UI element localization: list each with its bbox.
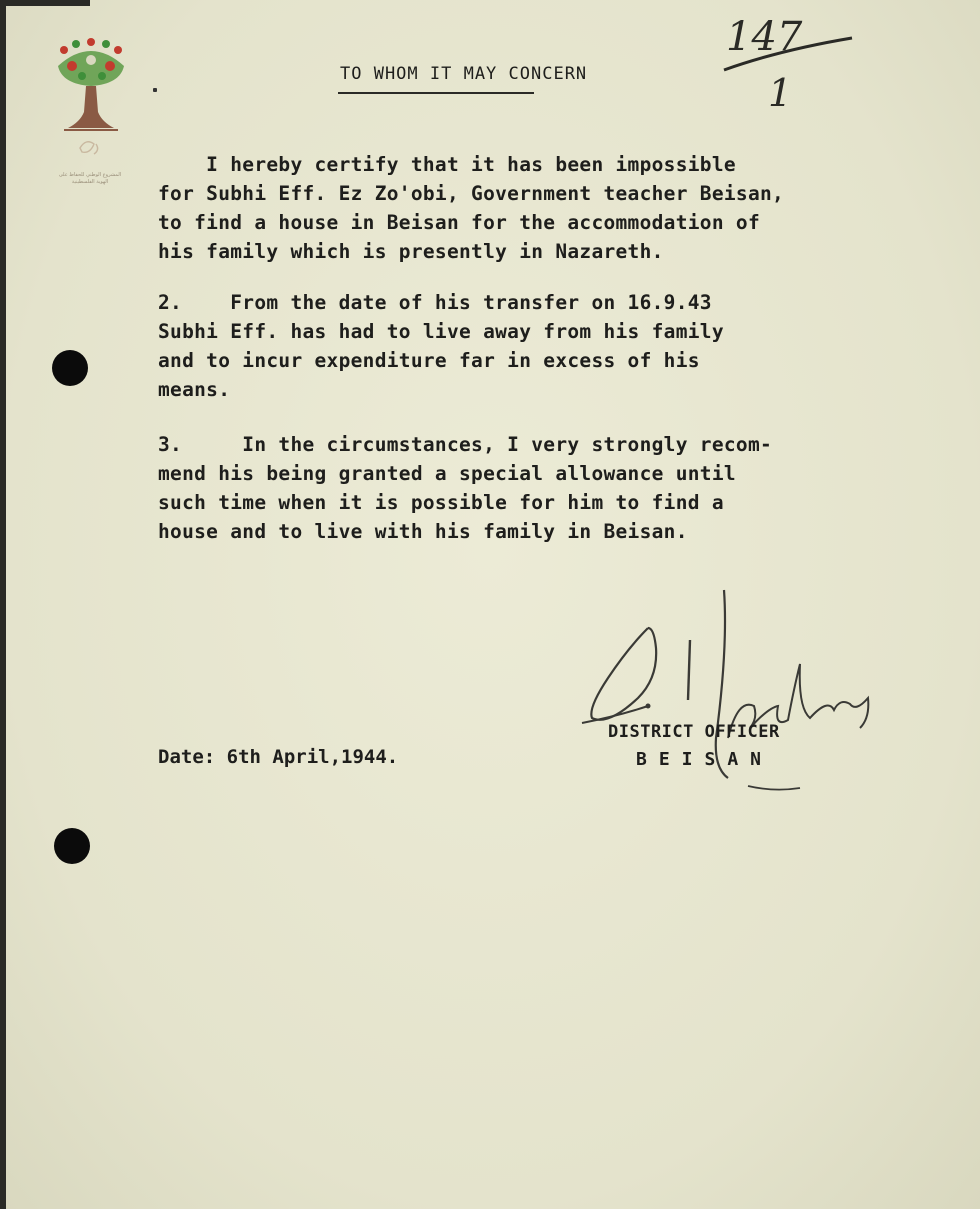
signatory-place: BEISAN	[636, 749, 774, 770]
paragraph-1: I hereby certify that it has been impossible for Subhi Eff. Ez Zo'obi, Government teacher Beisan, to find a house in Beisan for the accommodation of his family which is presently in Nazareth.	[158, 153, 785, 263]
logo-caption-line-2: الهوية الفلسطينية	[71, 179, 109, 185]
paragraph-3: 3. In the circumstances, I very strongly recom- mend his being granted a special allowance until such time when it is possible for him to find a house and to live with his family in Beisan.	[158, 433, 773, 543]
scan-border-top	[0, 0, 90, 6]
logo-caption-line-1: المشروع الوطني للحفاظ على	[58, 172, 122, 178]
punch-hole-lower	[54, 828, 90, 864]
signatory-title: DISTRICT OFFICER	[608, 722, 780, 742]
archive-tree-logo	[50, 36, 132, 186]
folio-number-text: 147	[726, 14, 803, 60]
letter-heading: TO WHOM IT MAY CONCERN	[340, 64, 588, 84]
folio-number	[720, 10, 880, 120]
punch-hole-upper	[52, 350, 88, 386]
paragraph-2: 2. From the date of his transfer on 16.9.43 Subhi Eff. has had to live away from his family and to incur expenditure far in excess of his means.	[158, 291, 724, 401]
scan-border	[0, 0, 6, 1209]
logo-caption	[40, 172, 140, 186]
ink-mark	[153, 88, 157, 92]
heading-underline	[338, 92, 534, 94]
folio-sub-number-text: 1	[768, 71, 793, 115]
letter-date: Date: 6th April,1944.	[158, 746, 399, 768]
